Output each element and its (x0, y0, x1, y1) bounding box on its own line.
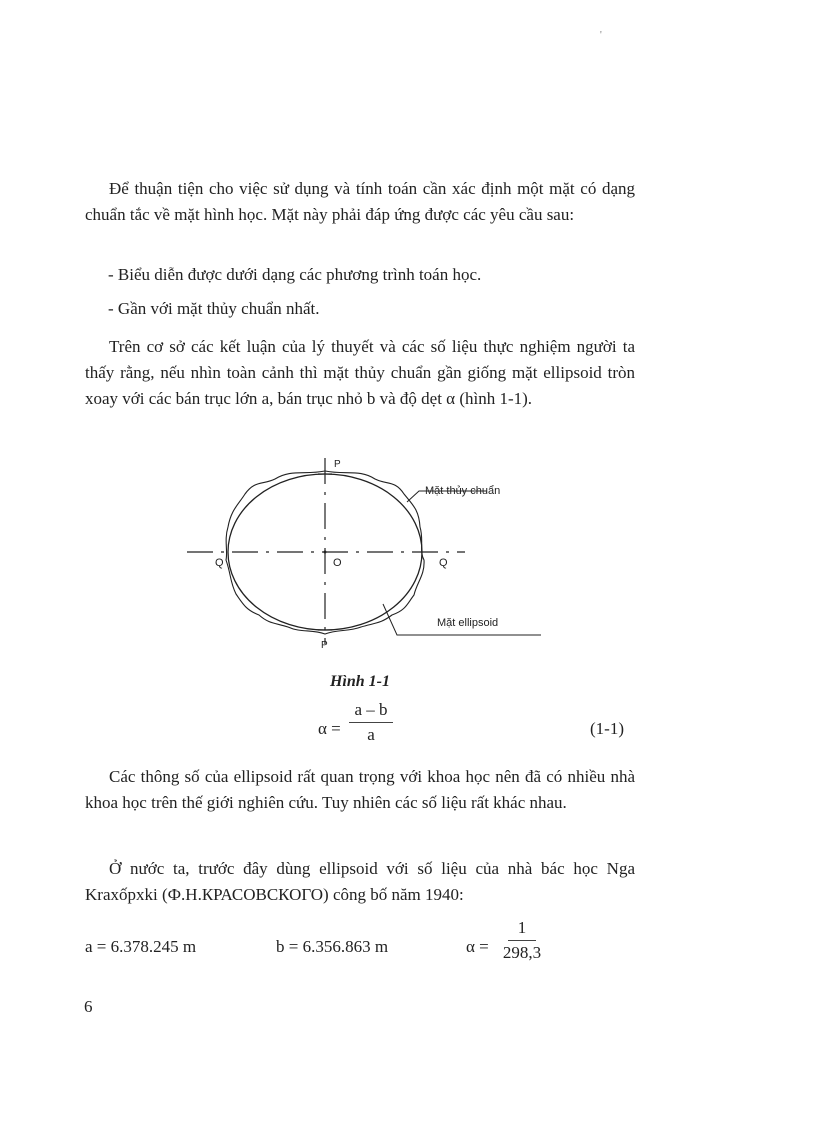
paragraph-intro: Để thuận tiện cho việc sử dụng và tính toán cần xác định một mặt có dạng chuẩn tắc về mặt hình học. Mặt này phải đáp ứng được các yêu cầu sau: (85, 179, 635, 224)
alpha-bar (508, 940, 536, 941)
center-point (324, 551, 327, 554)
bullet-item-2: - Gần với mặt thủy chuẩn nhất. (108, 299, 320, 318)
formula-lhs: α = (318, 719, 341, 738)
label-q-right: Q (439, 557, 448, 569)
alpha-fraction (494, 918, 550, 963)
formula-numerator: a – b (354, 700, 388, 719)
label-geoid: Mặt thủy chuẩn (425, 485, 501, 497)
label-o: O (333, 557, 342, 569)
paragraph-krasovsky: Ở nước ta, trước đây dùng ellipsoid với số liệu của nhà bác học Nga Kraxốpxki (Ф.Н.КРАСОВСКОГО) công bố năm 1940: (85, 859, 635, 904)
corner-mark: ' (600, 30, 602, 41)
paragraph-conclusion: Trên cơ sở các kết luận của lý thuyết và các số liệu thực nghiệm người ta thấy rằng, nếu nhìn toàn cảnh thì mặt thủy chuẩn gần giống mặt ellipsoid tròn xoay với các bán trục lớn a, bán trục nhỏ b và độ dẹt α (hình 1-1). (85, 337, 635, 408)
figure-ellipsoid-drawing (175, 452, 555, 652)
figure-ellipsoid (175, 452, 555, 652)
alpha-numerator: 1 (517, 918, 527, 937)
value-b: b = 6.356.863 m (276, 937, 389, 956)
label-p-top: P (334, 459, 341, 470)
formula-number: (1-1) (590, 719, 624, 738)
paragraph-parameters: Các thông số của ellipsoid rất quan trọng với khoa học nên đã có nhiều nhà khoa học trên thế giới nghiên cứu. Tuy nhiên các số liệu rất khác nhau. (85, 767, 635, 812)
alpha-denominator: 298,3 (502, 943, 542, 962)
label-p-bottom: P (321, 640, 328, 651)
value-a: a = 6.378.245 m (85, 937, 197, 956)
page-number: 6 (84, 997, 93, 1016)
label-ellipsoid: Mặt ellipsoid (437, 617, 499, 629)
bullet-item-1: - Biểu diễn được dưới dạng các phương trình toán học. (108, 265, 482, 284)
alpha-lhs: α = (466, 937, 489, 956)
formula-bar (349, 722, 393, 723)
formula-denominator: a (367, 725, 375, 744)
label-q-left: Q (215, 557, 224, 569)
figure-caption: Hình 1-1 (329, 673, 390, 690)
formula-fraction (349, 700, 393, 745)
